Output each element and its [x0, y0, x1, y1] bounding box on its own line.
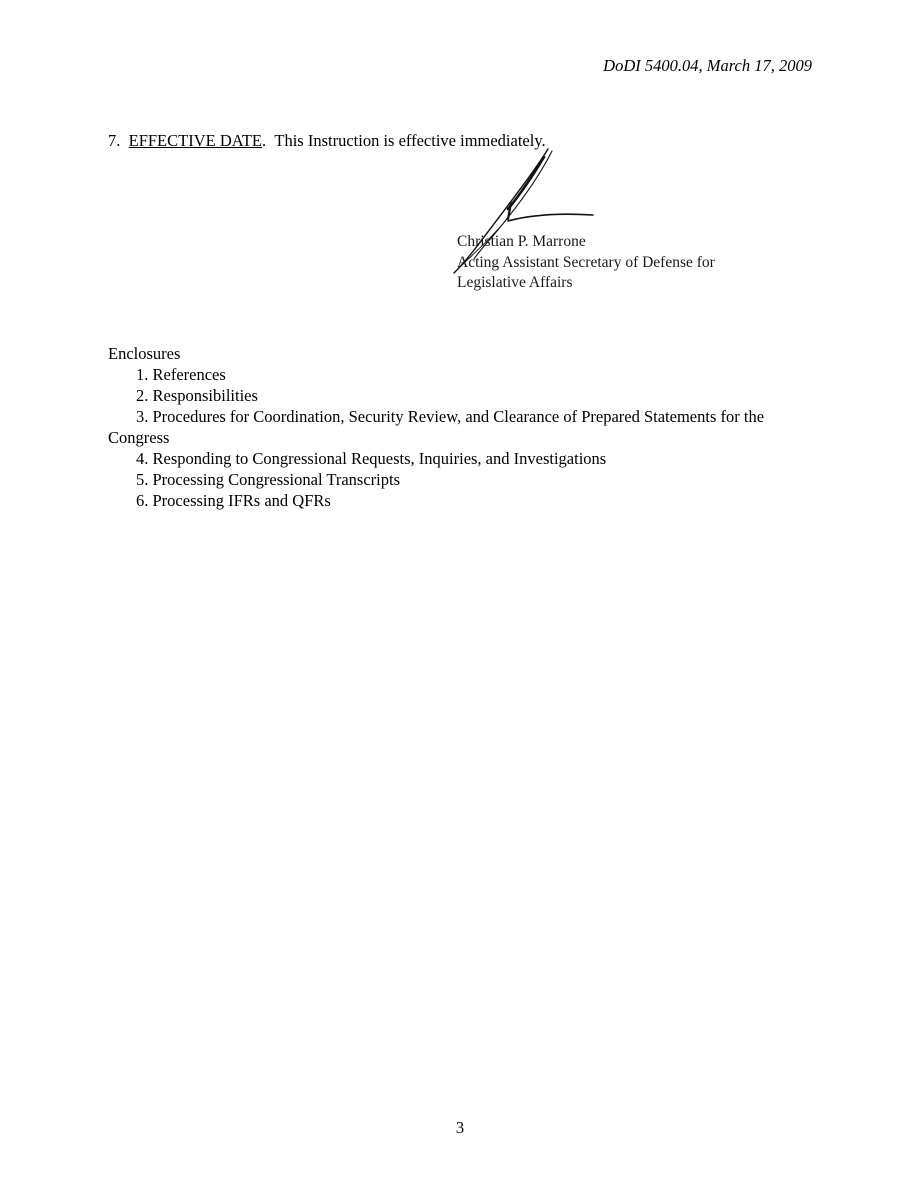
section-number: 7. — [108, 131, 121, 150]
enclosure-item: 2. Responsibilities — [136, 386, 258, 405]
section-text: This Instruction is effective immediately. — [274, 131, 546, 150]
signer-title-line-1: Acting Assistant Secretary of Defense for — [457, 253, 715, 271]
enclosures-section — [108, 343, 812, 511]
enclosures-label: Enclosures — [108, 344, 181, 363]
page-number: 3 — [455, 1118, 465, 1137]
effective-date-section: 7. EFFECTIVE DATE. This Instruction is effective immediately. — [108, 131, 546, 150]
enclosure-item: 1. References — [136, 365, 226, 384]
enclosure-item: 6. Processing IFRs and QFRs — [136, 491, 331, 510]
document-header: DoDI 5400.04, March 17, 2009 — [603, 56, 812, 75]
signature-block — [457, 232, 715, 294]
section-heading: EFFECTIVE DATE — [128, 131, 262, 150]
enclosure-item: 4. Responding to Congressional Requests, Inquiries, and Investigations — [136, 449, 607, 468]
signer-name: Christian P. Marrone — [457, 233, 586, 250]
enclosure-item: 3. Procedures for Coordination, Security Review, and Clearance of Prepared Statements for the Congress — [108, 407, 765, 447]
enclosures-list — [108, 364, 812, 511]
signer-title-line-2: Legislative Affairs — [457, 274, 573, 291]
enclosure-item: 5. Processing Congressional Transcripts — [136, 470, 400, 489]
